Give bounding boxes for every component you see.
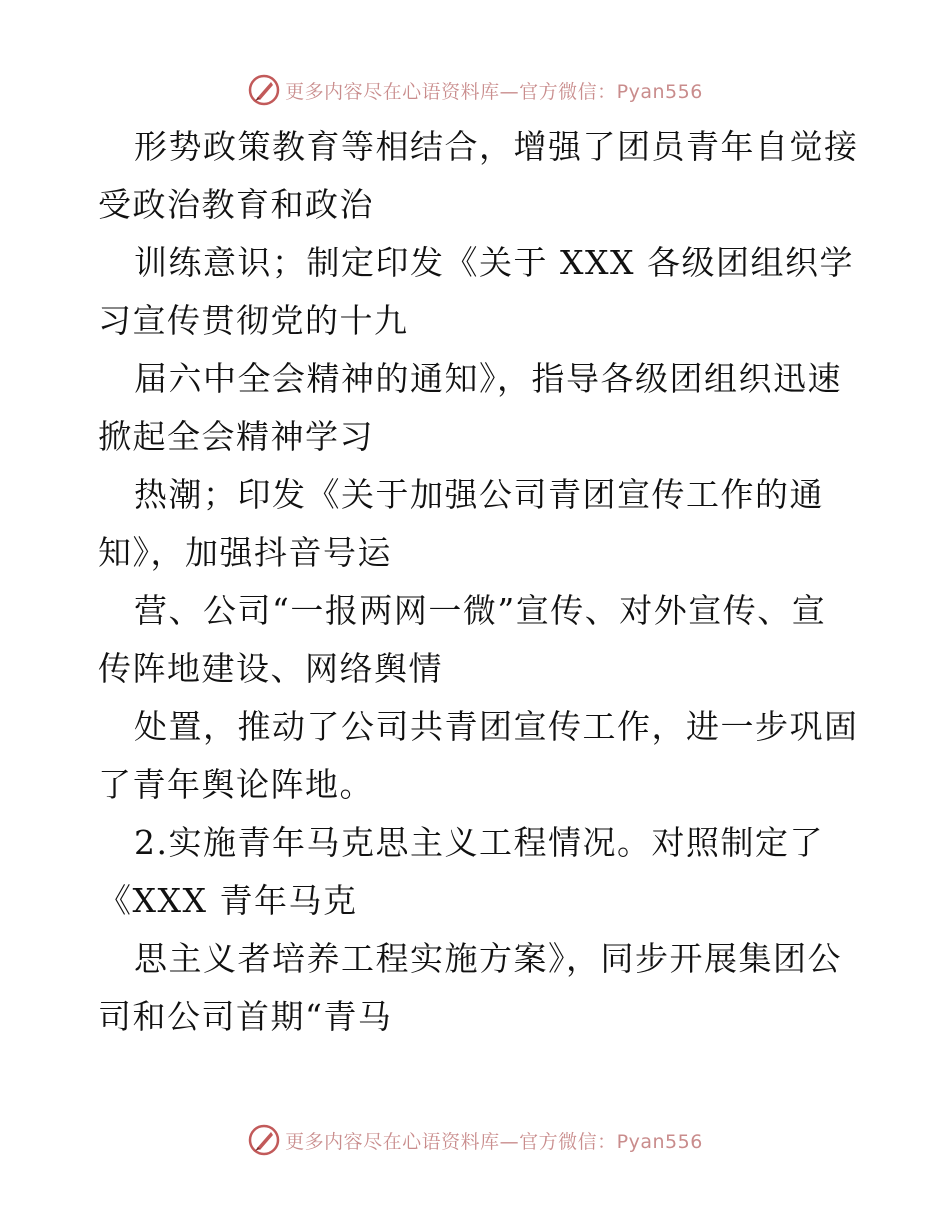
watermark-text: 更多内容尽在心语资料库—官方微信：Pyan556 [285,1130,703,1153]
footer-watermark [0,1122,950,1158]
paragraph-line: 2.实施青年马克思主义工程情况。对照制定了 [134,823,824,862]
paragraph-line: 司和公司首期“青马 [98,997,393,1036]
paragraph-line: 习宣传贯彻党的十九 [98,301,409,340]
paragraph-line: 形势政策教育等相结合，增强了团员青年自觉接 [134,127,859,166]
paragraph-line: 思主义者培养工程实施方案》，同步开展集团公 [134,939,842,978]
paragraph-line: 掀起全会精神学习 [98,417,374,456]
paragraph-line: 《XXX 青年马克 [98,881,358,920]
paragraph-line: 训练意识；制定印发《关于 XXX 各级团组织学 [134,243,854,282]
paragraph-line: 热潮；印发《关于加强公司青团宣传工作的通 [134,475,824,514]
paragraph-line: 受政治教育和政治 [98,185,374,224]
paragraph-line: 营、公司“一报两网一微”宣传、对外宣传、宣 [134,591,827,630]
quill-pen-logo-icon [247,73,281,107]
paragraph-line: 处置，推动了公司共青团宣传工作，进一步巩固 [134,707,859,746]
paragraph-line: 知》，加强抖音号运 [98,533,392,572]
quill-pen-logo-icon [247,1123,281,1157]
watermark-text: 更多内容尽在心语资料库—官方微信：Pyan556 [285,80,703,103]
paragraph-line: 了青年舆论阵地。 [98,765,374,804]
paragraph-line: 传阵地建设、网络舆情 [98,649,443,688]
header-watermark [0,72,950,108]
paragraph-line: 届六中全会精神的通知》，指导各级团组织迅速 [134,359,842,398]
document-body [98,118,858,1046]
